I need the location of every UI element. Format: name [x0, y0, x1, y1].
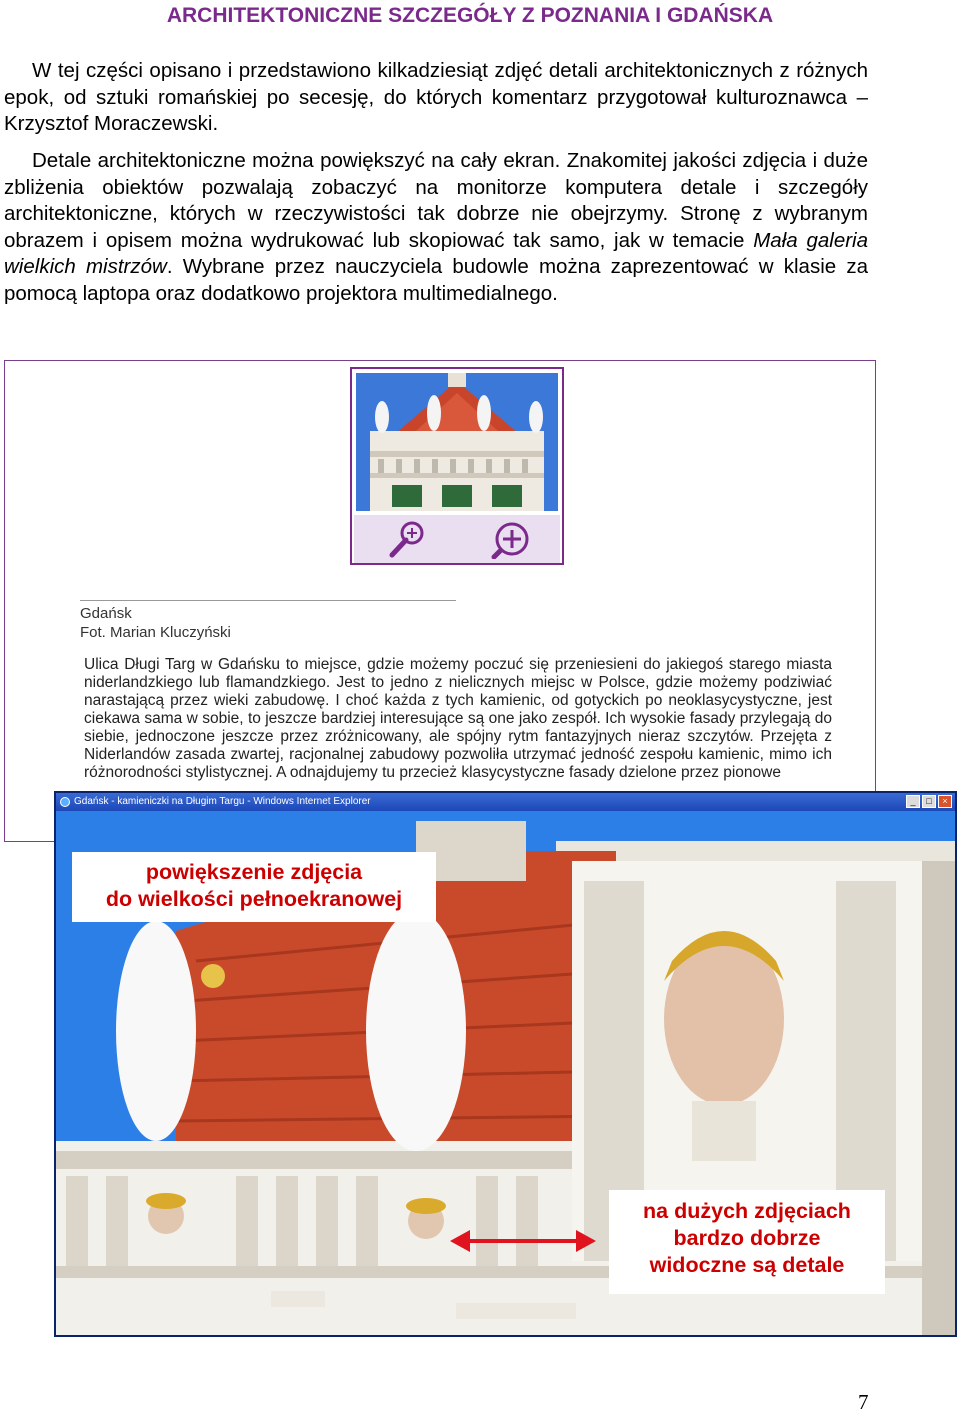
gallery-title: Mała galeria wielkich mistrzów	[4, 228, 868, 278]
fullscreen-zoom-icon[interactable]	[490, 519, 532, 559]
window-controls	[906, 795, 952, 808]
thumbnail-toolbar	[354, 515, 560, 563]
double-arrow-icon	[450, 1226, 596, 1256]
details-text-2: . Wybrane przez nauczyciela budowle można zaprezentować w klasie za pomocą laptopa oraz dodatkowo projektora multimedialnego.	[4, 255, 868, 305]
fullscreen-callout-line1: powiększenie zdjęcia	[145, 860, 363, 884]
fullscreen-callout	[72, 852, 436, 922]
caption-city: Gdańsk	[80, 605, 132, 622]
details-paragraph	[4, 148, 868, 307]
browser-logo-icon	[60, 797, 70, 807]
close-button[interactable]: ×	[938, 795, 952, 808]
fullscreen-callout-line2: do wielkości pełnoekranowej	[105, 887, 403, 911]
details-callout-line1: na dużych zdjęciach	[643, 1199, 851, 1223]
magnifier-zoom-icon[interactable]	[386, 519, 428, 559]
caption-photo-credit: Fot. Marian Kluczyński	[80, 624, 231, 641]
thumbnail-facade-image	[356, 373, 558, 511]
thumbnail-card	[350, 367, 564, 565]
minimize-button[interactable]: _	[906, 795, 920, 808]
thumbnail-photo	[356, 373, 558, 511]
details-callout	[609, 1190, 885, 1294]
details-text-1: Detale architektoniczne można powiększyć na cały ekran. Znakomitej jakości zdjęcia i duże zbliżenia obiektów pozwalają zobaczyć na monitorze komputera detale i szczegóły architektoniczne, których w rzeczywistości tak dobrze nie obejrzymy. Stronę z wybranym obrazem i opisem można wydrukować lub skopiować tak samo, jak w temacie	[4, 149, 868, 252]
photo-caption-header	[80, 600, 456, 642]
browser-titlebar[interactable]	[56, 793, 955, 811]
maximize-button[interactable]: □	[922, 795, 936, 808]
page-heading: ARCHITEKTONICZNE SZCZEGÓŁY Z POZNANIA I GDAŃSKA	[166, 4, 774, 27]
details-callout-line2: bardzo dobrze	[673, 1226, 821, 1250]
details-callout-line3: widoczne są detale	[649, 1253, 845, 1277]
intro-paragraph: W tej części opisano i przedstawiono kilkadziesiąt zdjęć detali architektonicznych z różnych epok, od sztuki romańskiej po secesję, do których komentarz przygotował kulturoznawca – Krzysztof Moraczewski.	[4, 59, 868, 135]
page-number: 7	[858, 1390, 869, 1414]
photo-description: Ulica Długi Targ w Gdańsku to miejsce, gdzie możemy poczuć się przeniesieni do jakiegoś starego miasta niderlandzkiego lub flamandzkiego. Jest to jedno z nielicznych miejsc w Polsce, gdzie możemy podziwiać narastającą przez wieki zabudowę. I choć każda z tych kamienic, od gotyckich po neoklasycystyczne, jest ciekawa sama w sobie, to jeszcze bardziej interesujące są one jako zespół. Ich wysokie fasady przylegają do siebie, jednoczone jeszcze przez zróżnicowany, ale spójny rytm fantazyjnych nieraz szczytów. Przejęta z Niderlandów zasada zwartej, racjonalnej zabudowy pozwoliła utrzymać jedność zespołu kamienic, mimo ich różnorodności stylistycznej. A odnajdujemy tu przecież klasycystyczne fasady dzielone przez pionowe	[84, 656, 832, 781]
browser-window-title: Gdańsk - kamieniczki na Długim Targu - Windows Internet Explorer	[74, 796, 371, 807]
